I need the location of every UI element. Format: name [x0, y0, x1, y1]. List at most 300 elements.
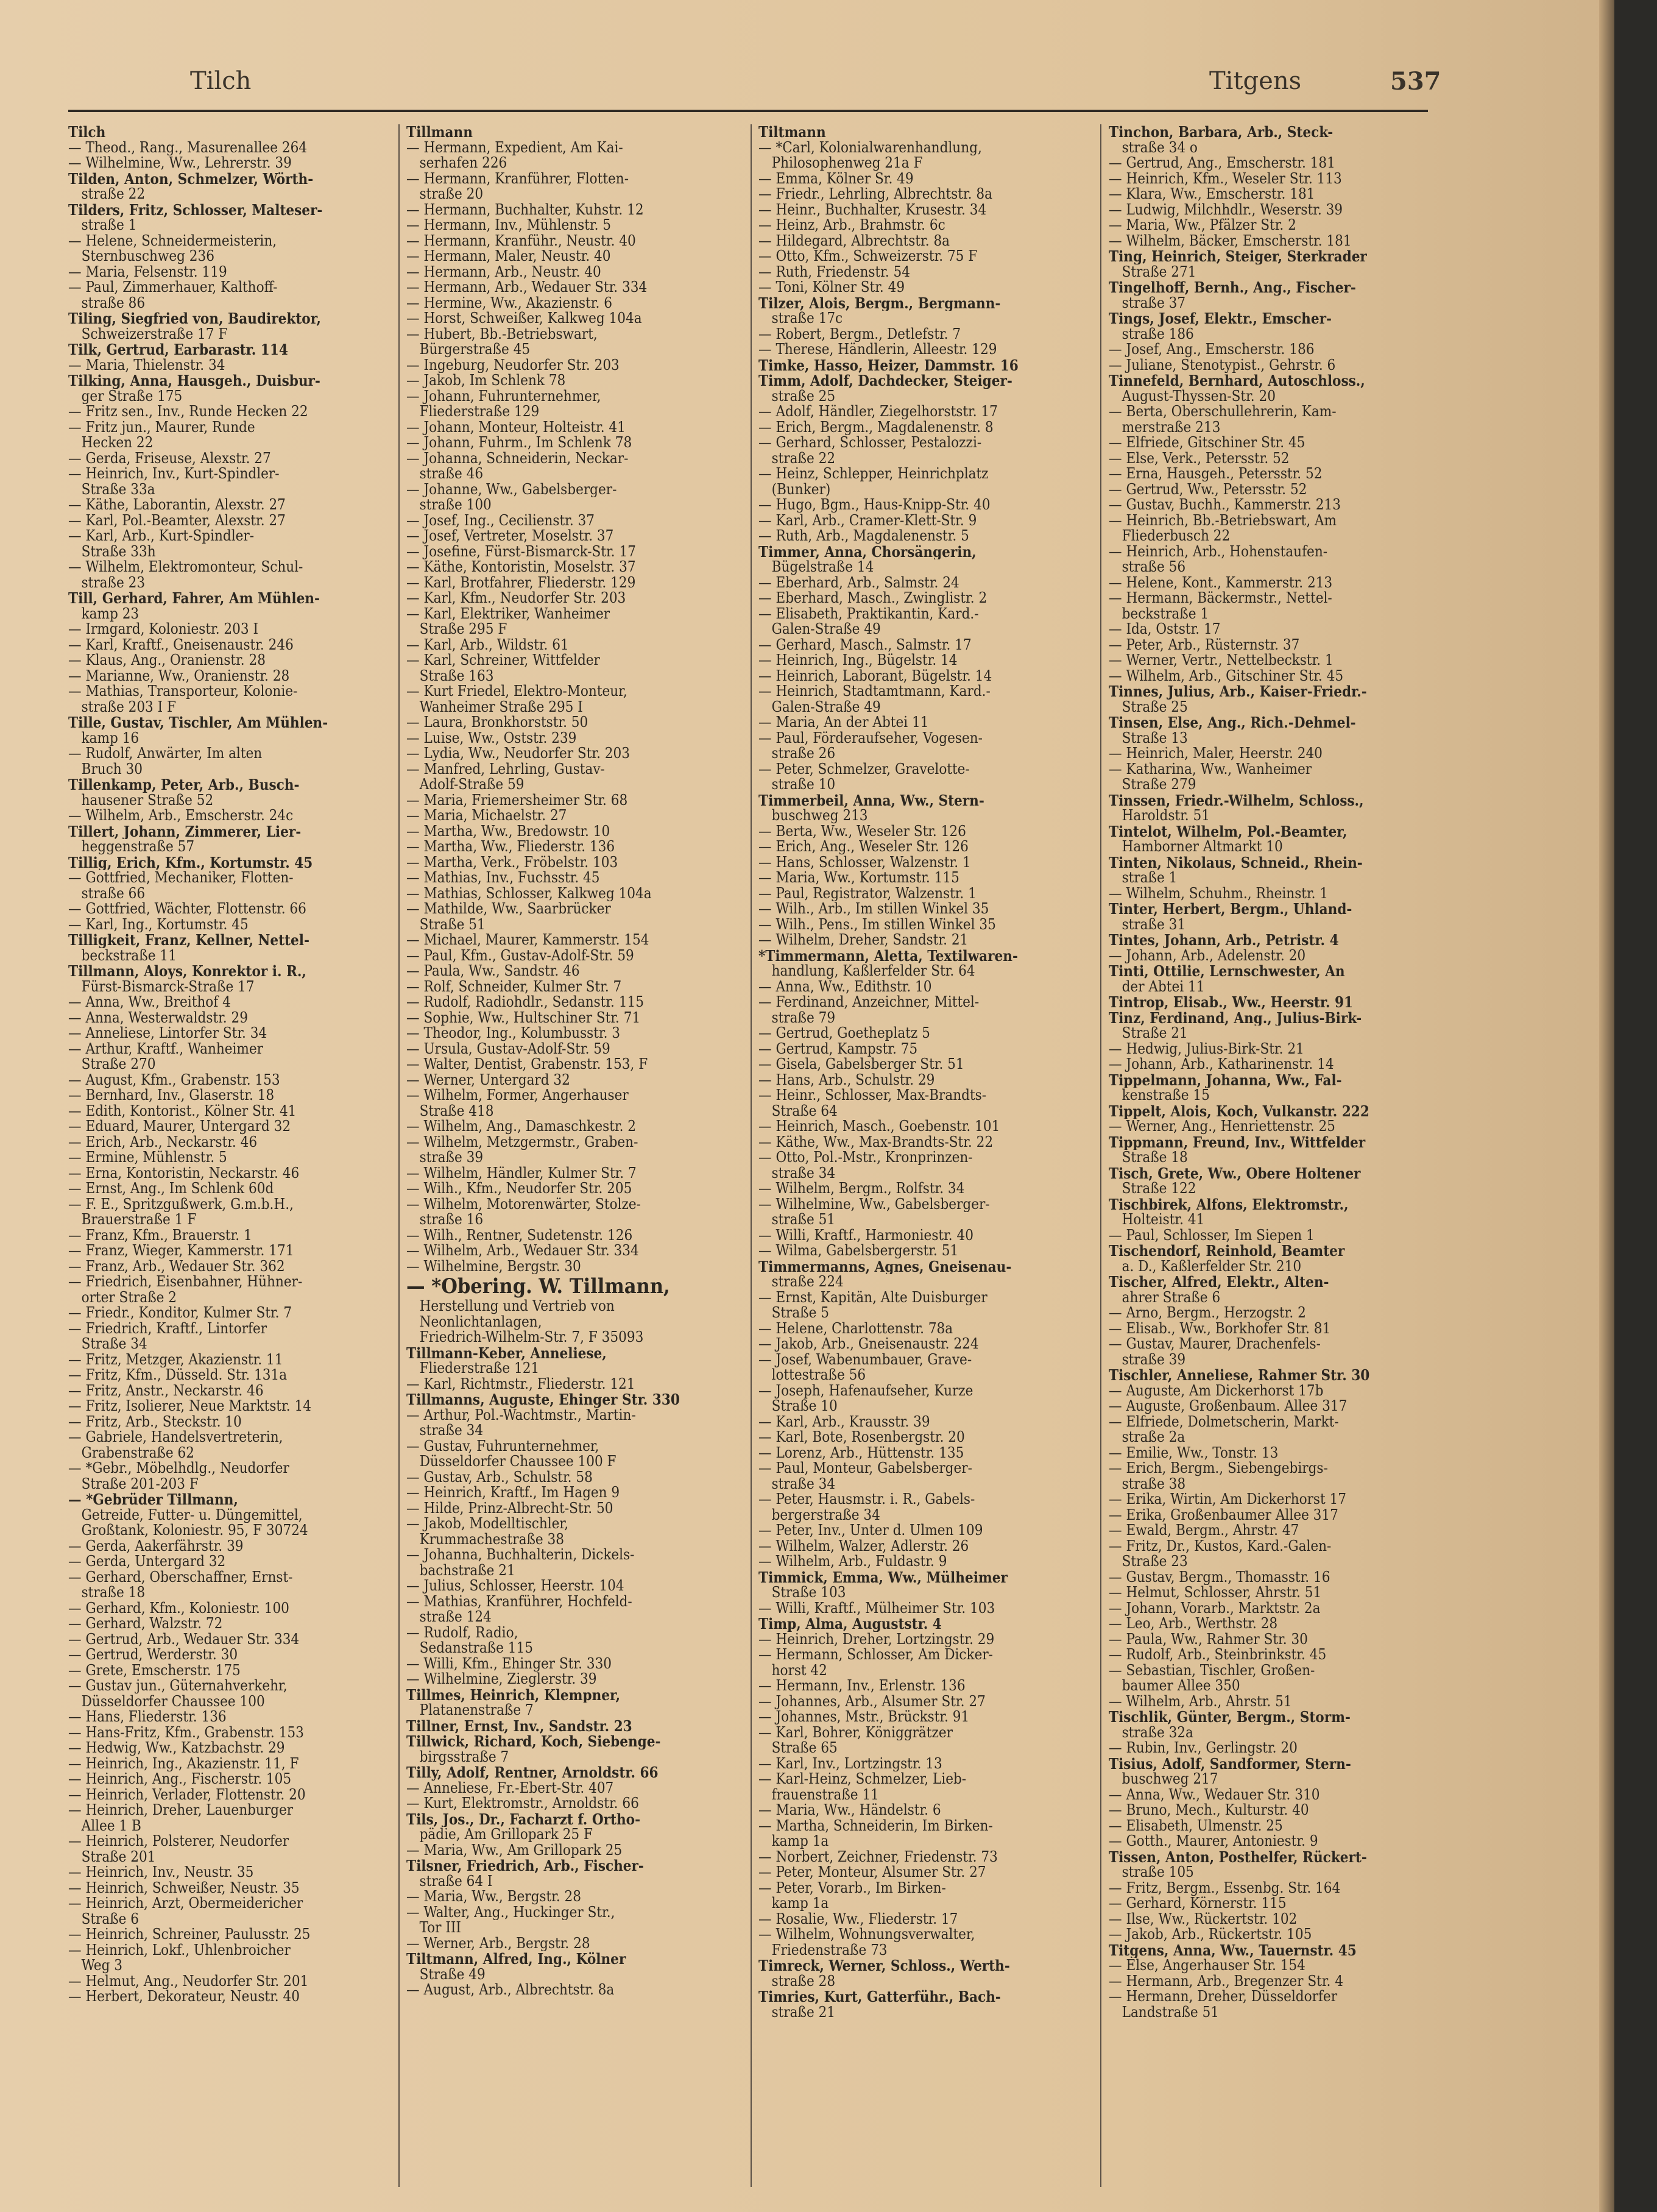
entry-line: straße 34 o	[1109, 140, 1198, 155]
entry-line: — Heinrich, Kfm., Weseler Str. 113	[1109, 171, 1342, 186]
entry-line: — Fritz sen., Inv., Runde Hecken 22	[68, 404, 308, 420]
entry-line: — Karl, Schreiner, Wittfelder	[406, 653, 600, 668]
entry-line: — Johann, Arb., Katharinenstr. 14	[1109, 1057, 1334, 1072]
entry-line: — Helmut, Ang., Neudorfer Str. 201	[68, 1973, 309, 1989]
entry-line: — Emma, Kölner Sr. 49	[758, 171, 914, 186]
entry-line: — Rudolf, Anwärter, Im alten	[68, 746, 263, 762]
entry-line: — Gottfried, Wächter, Flottenstr. 66	[68, 901, 306, 917]
entry-line: — Wilhelmine, Ww., Gabelsberger-	[758, 1196, 990, 1212]
entry-line: — Wilhelm, Arb., Emscherstr. 24c	[68, 808, 294, 824]
entry-line: — Elisabeth, Praktikantin, Kard.-	[758, 606, 979, 622]
entry-heading-line: Tintrop, Elisab., Ww., Heerstr. 91	[1109, 994, 1354, 1010]
entry-line: straße 203 I F	[68, 699, 177, 715]
entry-line: — Wilhelm, Dreher, Sandstr. 21	[758, 932, 969, 948]
entry-line: straße 21	[758, 2004, 836, 2020]
entry-heading-line: Timreck, Werner, Schloss., Werth-	[758, 1958, 1010, 1974]
entry-line: — Friedrich, Kraftf., Lintorfer	[68, 1320, 267, 1336]
entry-line: Adolf-Straße 59	[406, 777, 525, 793]
entry-line: — Adolf, Händler, Ziegelhorststr. 17	[758, 404, 998, 420]
entry-line: — Heinrich, Kraftf., Im Hagen 9	[406, 1485, 620, 1501]
entry-line: — Johanna, Schneiderin, Neckar-	[406, 450, 629, 466]
entry-line: — Theod., Rang., Masurenallee 264	[68, 140, 308, 155]
column-4	[1109, 124, 1453, 2020]
entry-line: Schweizerstraße 17 F	[68, 326, 228, 342]
entry-line: — Maria, Ww., Pfälzer Str. 2	[1109, 218, 1296, 233]
entry-line: — Gabriele, Handelsvertreterin,	[68, 1430, 283, 1445]
entry-line: — Gerhard, Masch., Salmstr. 17	[758, 637, 972, 653]
entry-line: — Maria, Michaelstr. 27	[406, 808, 567, 824]
entry-line: — Joseph, Hafenaufseher, Kurze	[758, 1383, 973, 1398]
entry-line: — Eberhard, Masch., Zwinglistr. 2	[758, 590, 987, 606]
entry-line: — Anna, Ww., Breithof 4	[68, 994, 231, 1010]
entry-line: — Paul, Zimmerhauer, Kalthoff-	[68, 280, 278, 296]
entry-line: — Wilhelm, Arb., Wedauer Str. 334	[406, 1243, 639, 1259]
entry-line: — Manfred, Lehrling, Gustav-	[406, 761, 605, 777]
entry-line: — Wilh., Arb., Im stillen Winkel 35	[758, 901, 989, 917]
entry-line: straße 18	[68, 1585, 146, 1601]
entry-heading-line: Tinchon, Barbara, Arb., Steck-	[1109, 124, 1334, 140]
entry-heading-line: Tilking, Anna, Hausgeh., Duisbur-	[68, 373, 320, 389]
entry-line: — Hermann, Schlosser, Am Dicker-	[758, 1647, 993, 1663]
entry-line: — Berta, Ww., Weseler Str. 126	[758, 823, 966, 839]
entry-line: — Heinrich, Maler, Heerstr. 240	[1109, 746, 1323, 762]
entry-line: — Werner, Ang., Henriettenstr. 25	[1109, 1119, 1335, 1135]
entry-heading-line: Tillert, Johann, Zimmerer, Lier-	[68, 823, 302, 839]
entry-line: — Käthe, Ww., Max-Brandts-Str. 22	[758, 1134, 994, 1150]
entry-line: — Auguste, Großenbaum. Allee 317	[1109, 1398, 1348, 1414]
entry-line: — Erika, Großenbaumer Allee 317	[1109, 1507, 1338, 1523]
entry-line: — Johann, Fuhrunternehmer,	[406, 388, 601, 404]
entry-line: Straße 49	[406, 1966, 486, 1982]
entry-line: Landstraße 51	[1109, 2004, 1219, 2020]
entry-line: — Rubin, Inv., Gerlingstr. 20	[1109, 1740, 1298, 1756]
entry-line: straße 124	[406, 1609, 492, 1625]
entry-heading-line: Timmick, Emma, Ww., Mülheimer	[758, 1569, 1008, 1585]
entry-line: — Heinr., Buchhalter, Krusestr. 34	[758, 202, 987, 218]
entry-line: — Edith, Kontorist., Kölner Str. 41	[68, 1103, 297, 1119]
entry-line: — Franz, Wieger, Kammerstr. 171	[68, 1243, 294, 1259]
entry-line: Philosophenweg 21a F	[758, 155, 923, 171]
entry-line: — Wilhelm, Arb., Ahrstr. 51	[1109, 1693, 1292, 1709]
entry-line: — Erika, Wirtin, Am Dickerhorst 17	[1109, 1492, 1346, 1508]
entry-line: straße 51	[758, 1212, 836, 1228]
entry-line: Straße 295 F	[406, 622, 507, 637]
entry-heading-line: Tisius, Adolf, Sandformer, Stern-	[1109, 1756, 1351, 1771]
entry-line: Straße 10	[758, 1398, 838, 1414]
entry-line: straße 79	[758, 1010, 836, 1026]
entry-line: — Karl, Arb., Wildstr. 61	[406, 637, 569, 653]
entry-line: — Gerhard, Kfm., Koloniestr. 100	[68, 1600, 289, 1616]
entry-line: — Ida, Oststr. 17	[1109, 622, 1221, 637]
entry-line: — Hermann, Bäckermstr., Nettel-	[1109, 590, 1332, 606]
entry-line: Straße 122	[1109, 1181, 1196, 1197]
entry-line: — Hermann, Expedient, Am Kai-	[406, 140, 623, 155]
entry-line: straße 34	[758, 1476, 836, 1492]
entry-line: — Peter, Arb., Rüsternstr. 37	[1109, 637, 1300, 653]
entry-line: — Käthe, Laborantin, Alexstr. 27	[68, 497, 286, 513]
entry-heading-line: Tilzer, Alois, Bergm., Bergmann-	[758, 295, 1001, 311]
entry-line: — Klaus, Ang., Oranienstr. 28	[68, 653, 266, 668]
entry-heading-line: Tischbirek, Alfons, Elektromstr.,	[1109, 1196, 1349, 1212]
entry-line: — Hugo, Bgm., Haus-Knipp-Str. 40	[758, 497, 991, 513]
entry-line: bergerstraße 34	[758, 1507, 880, 1523]
entry-line: — Franz, Arb., Wedauer Str. 362	[68, 1258, 285, 1274]
entry-heading-line: Tinsen, Else, Ang., Rich.-Dehmel-	[1109, 715, 1356, 731]
entry-line: — Wilh., Pens., Im stillen Winkel 35	[758, 916, 996, 932]
entry-line: — Heinrich, Arb., Hohenstaufen-	[1109, 544, 1328, 559]
entry-line: handlung, Kaßlerfelder Str. 64	[758, 963, 975, 979]
entry-line: Straße 418	[406, 1103, 494, 1119]
entry-line: — Fritz, Isolierer, Neue Marktstr. 14	[68, 1398, 311, 1414]
entry-line: straße 39	[1109, 1352, 1186, 1367]
entry-line: — Hans, Fliederstr. 136	[68, 1709, 227, 1725]
entry-line: — Wilhelm, Schuhm., Rheinstr. 1	[1109, 885, 1329, 901]
entry-line: — Wilhelm, Wohnungsverwalter,	[758, 1927, 975, 1943]
entry-line: straße 38	[1109, 1476, 1186, 1492]
entry-line: — Hilde, Prinz-Albrecht-Str. 50	[406, 1500, 613, 1516]
entry-line: kamp 23	[68, 606, 140, 622]
entry-line: — Ferdinand, Anzeichner, Mittel-	[758, 994, 980, 1010]
column-3	[758, 124, 1103, 2020]
entry-line: — Peter, Inv., Unter d. Ulmen 109	[758, 1523, 983, 1539]
entry-line: heggenstraße 57	[68, 839, 195, 855]
entry-heading-line: Timmermanns, Agnes, Gneisenau-	[758, 1258, 1012, 1274]
entry-heading-line: Tinz, Ferdinand, Ang., Julius-Birk-	[1109, 1010, 1362, 1026]
entry-line: Straße 25	[1109, 699, 1188, 715]
entry-line: straße 64 I	[406, 1873, 493, 1889]
entry-line: — Gerhard, Walzstr. 72	[68, 1616, 223, 1632]
entry-line: — Mathilde, Ww., Saarbrücker	[406, 901, 611, 917]
entry-line: — Friedr., Konditor, Kulmer Str. 7	[68, 1305, 292, 1321]
entry-line: straße 224	[758, 1274, 844, 1290]
entry-line: Bruch 30	[68, 761, 143, 777]
entry-line: Getreide, Futter- u. Düngemittel,	[68, 1507, 303, 1523]
entry-heading-line: Tissen, Anton, Posthelfer, Rückert-	[1109, 1849, 1367, 1865]
entry-line: Grabenstraße 62	[68, 1445, 194, 1461]
entry-line: — Ilse, Ww., Rückertstr. 102	[1109, 1911, 1298, 1927]
entry-line: straße 31	[1109, 916, 1186, 932]
entry-line: — Jakob, Im Schlenk 78	[406, 373, 566, 389]
entry-line: — Heinrich, Verlader, Flottenstr. 20	[68, 1787, 306, 1803]
entry-line: — Laura, Bronkhorststr. 50	[406, 715, 588, 731]
entry-line: — Erna, Kontoristin, Neckarstr. 46	[68, 1165, 300, 1181]
entry-line: straße 25	[758, 388, 836, 404]
entry-line: straße 23	[68, 575, 146, 590]
column-1	[68, 124, 412, 2005]
entry-line: Straße 34	[68, 1336, 147, 1352]
entry-line: straße 10	[758, 777, 836, 793]
entry-line: Straße 271	[1109, 264, 1196, 280]
entry-heading-line: Tilders, Fritz, Schlosser, Malteser-	[68, 202, 323, 218]
entry-line: — Heinz, Schlepper, Heinrichplatz	[758, 466, 989, 482]
entry-line: — Heinrich, Schweißer, Neustr. 35	[68, 1880, 300, 1896]
entry-line: — Hans, Schlosser, Walzenstr. 1	[758, 854, 971, 870]
entry-line: — Ruth, Arb., Magdalenenstr. 5	[758, 528, 969, 544]
entry-heading-line: Tiltmann	[758, 124, 826, 140]
entry-line: merstraße 213	[1109, 419, 1221, 435]
entry-line: lottestraße 56	[758, 1367, 866, 1383]
entry-line: — F. E., Spritzgußwerk, G.m.b.H.,	[68, 1196, 294, 1212]
entry-line: — Eberhard, Arb., Salmstr. 24	[758, 575, 959, 590]
entry-line: — Wilhelm, Arb., Fuldastr. 9	[758, 1554, 947, 1570]
entry-line: — Gustav, Bergm., Thomasstr. 16	[1109, 1569, 1330, 1585]
entry-line: — Wilhelm, Händler, Kulmer Str. 7	[406, 1165, 637, 1181]
entry-line: — Wilhelmine, Zieglerstr. 39	[406, 1671, 597, 1687]
entry-line: — Luise, Ww., Oststr. 239	[406, 730, 577, 746]
entry-line: — Marianne, Ww., Oranienstr. 28	[68, 668, 290, 684]
entry-heading-line: Tillmann-Keber, Anneliese,	[406, 1345, 607, 1361]
page-number: 537	[1390, 67, 1441, 96]
entry-line: — Paul, Förderaufseher, Vogesen-	[758, 730, 983, 746]
entry-line: Bügelstraße 14	[758, 559, 874, 575]
entry-line: — Karl, Kfm., Neudorfer Str. 203	[406, 590, 626, 606]
entry-line: — Josef, Ing., Cecilienstr. 37	[406, 512, 595, 528]
entry-line: — Martha, Ww., Fliederstr. 136	[406, 839, 615, 855]
entry-heading-line: Ting, Heinrich, Steiger, Sterkrader	[1109, 249, 1367, 264]
entry-line: Friedrich-Wilhelm-Str. 7, F 35093	[406, 1330, 644, 1345]
entry-line: — Fritz, Metzger, Akazienstr. 11	[68, 1352, 283, 1367]
entry-line: — Paula, Ww., Sandstr. 46	[406, 963, 580, 979]
entry-line: — Gustav, Fuhrunternehmer,	[406, 1438, 599, 1454]
entry-line: — Friedr., Lehrling, Albrechtstr. 8a	[758, 186, 992, 202]
entry-line: kamp 1a	[758, 1834, 829, 1849]
entry-line: — Hans, Arb., Schulstr. 29	[758, 1072, 935, 1088]
entry-heading-line: Tinten, Nikolaus, Schneid., Rhein-	[1109, 854, 1363, 870]
entry-line: — Heinrich, Lokf., Uhlenbroicher	[68, 1942, 291, 1958]
entry-heading-line: Tischler, Anneliese, Rahmer Str. 30	[1109, 1367, 1370, 1383]
entry-line: — Elisabeth, Ulmenstr. 25	[1109, 1818, 1283, 1834]
entry-line: — Paul, Kfm., Gustav-Adolf-Str. 59	[406, 948, 634, 963]
entry-line: Hecken 22	[68, 435, 154, 451]
entry-line: — Hermann, Arb., Bregenzer Str. 4	[1109, 1973, 1343, 1989]
entry-line: straße 39	[406, 1150, 484, 1166]
entry-heading-line: Tinnefeld, Bernhard, Autoschloss.,	[1109, 373, 1365, 389]
entry-line: — Karl, Brotfahrer, Fliederstr. 129	[406, 575, 636, 590]
entry-heading-line: — *Gebrüder Tillmann,	[68, 1492, 238, 1508]
entry-line: — Elfriede, Gitschiner Str. 45	[1109, 435, 1305, 451]
entry-line: — Heinrich, Polsterer, Neudorfer	[68, 1834, 289, 1849]
entry-line: Hamborner Altmarkt 10	[1109, 839, 1283, 855]
entry-line: pädie, Am Grillopark 25 F	[406, 1827, 593, 1843]
entry-line: — Hubert, Bb.-Betriebswart,	[406, 326, 598, 342]
entry-line: Holteistr. 41	[1109, 1212, 1205, 1228]
entry-line: August-Thyssen-Str. 20	[1109, 388, 1276, 404]
entry-heading-line: Tilch	[68, 124, 106, 140]
entry-line: bachstraße 21	[406, 1562, 515, 1578]
entry-line: — Mathias, Schlosser, Kalkweg 104a	[406, 885, 652, 901]
entry-line: — Katharina, Ww., Wanheimer	[1109, 761, 1312, 777]
entry-line: Straße 201	[68, 1849, 156, 1865]
entry-line: — Jakob, Arb., Rückertstr. 105	[1109, 1927, 1312, 1943]
entry-line: straße 56	[1109, 559, 1186, 575]
entry-line: — Jakob, Modelltischler,	[406, 1516, 568, 1532]
entry-heading-line: Titgens, Anna, Ww., Tauernstr. 45	[1109, 1942, 1357, 1958]
entry-line: — Jakob, Arb., Gneisenaustr. 224	[758, 1336, 979, 1352]
entry-line: — Gertrud, Ww., Petersstr. 52	[1109, 481, 1307, 497]
entry-line: — Gottfried, Mechaniker, Flotten-	[68, 870, 294, 886]
entry-line: — Heinrich, Arzt, Obermeidericher	[68, 1896, 303, 1912]
entry-line: — Karl, Kraftf., Gneisenaustr. 246	[68, 637, 294, 653]
entry-line: — Wilhelm, Bäcker, Emscherstr. 181	[1109, 233, 1352, 249]
entry-heading-line: Tingelhoff, Bernh., Ang., Fischer-	[1109, 280, 1356, 296]
entry-line: — Peter, Schmelzer, Gravelotte-	[758, 761, 970, 777]
entry-heading-line: Tippelt, Alois, Koch, Vulkanstr. 222	[1109, 1103, 1369, 1119]
entry-line: Straße 33a	[68, 481, 155, 497]
entry-line: — Gerda, Friseuse, Alexstr. 27	[68, 450, 271, 466]
entry-line: — Bruno, Mech., Kulturstr. 40	[1109, 1803, 1309, 1818]
entry-line: Galen-Straße 49	[758, 622, 881, 637]
entry-line: der Abtei 11	[1109, 979, 1205, 994]
entry-line: buschweg 217	[1109, 1771, 1218, 1787]
entry-line: — Mathias, Transporteur, Kolonie-	[68, 684, 298, 700]
entry-line: — Berta, Oberschullehrerin, Kam-	[1109, 404, 1337, 420]
entry-line: — *Gebr., Möbelhdlg., Neudorfer	[68, 1461, 289, 1476]
entry-line: — Irmgard, Koloniestr. 203 I	[68, 622, 259, 637]
entry-line: — August, Kfm., Grabenstr. 153	[68, 1072, 280, 1088]
entry-heading-line: Tinssen, Friedr.-Wilhelm, Schloss.,	[1109, 792, 1364, 808]
entry-line: — Walter, Dentist, Grabenstr. 153, F	[406, 1057, 648, 1072]
entry-line: — Wilhelm, Arb., Gitschiner Str. 45	[1109, 668, 1344, 684]
entry-line: — Heinrich, Inv., Neustr. 35	[68, 1865, 254, 1881]
entry-line: straße 2a	[1109, 1430, 1185, 1445]
entry-heading-line: Tilligkeit, Franz, Kellner, Nettel-	[68, 932, 309, 948]
entry-line: — Heinrich, Ang., Fischerstr. 105	[68, 1771, 292, 1787]
entry-line: straße 186	[1109, 326, 1194, 342]
entry-line: — Walter, Ang., Huckinger Str.,	[406, 1904, 615, 1920]
entry-line: — Gertrud, Ang., Emscherstr. 181	[1109, 155, 1335, 171]
entry-line: — Ernst, Kapitän, Alte Duisburger	[758, 1289, 987, 1305]
entry-line: — Maria, Ww., Bergstr. 28	[406, 1889, 582, 1905]
column-divider	[1100, 124, 1101, 2187]
entry-line: Weg 3	[68, 1958, 123, 1974]
entry-heading-line: *Timmermann, Aletta, Textilwaren-	[758, 948, 1018, 963]
entry-line: Herstellung und Vertrieb von	[406, 1299, 615, 1314]
entry-line: — Heinrich, Ing., Bügelstr. 14	[758, 653, 958, 668]
entry-line: Allee 1 B	[68, 1818, 141, 1834]
entry-line: Wanheimer Straße 295 I	[406, 699, 583, 715]
entry-line: — Josef, Ang., Emscherstr. 186	[1109, 342, 1315, 358]
entry-line: ger Straße 175	[68, 388, 183, 404]
entry-line: Düsseldorfer Chaussee 100	[68, 1693, 265, 1709]
entry-line: Straße 65	[758, 1740, 838, 1756]
entry-line: — Toni, Kölner Str. 49	[758, 280, 905, 296]
entry-line: Straße 5	[758, 1305, 830, 1321]
entry-line: — Erich, Bergm., Siebengebirgs-	[1109, 1461, 1328, 1476]
entry-line: — Werner, Untergard 32	[406, 1072, 570, 1088]
entry-line: — Fritz, Anstr., Neckarstr. 46	[68, 1383, 264, 1398]
entry-line: — Wilhelm, Motorenwärter, Stolze-	[406, 1196, 641, 1212]
entry-line: — Gerhard, Körnerstr. 115	[1109, 1896, 1287, 1912]
entry-line: — Robert, Bergm., Detlefstr. 7	[758, 326, 961, 342]
entry-line: — Julius, Schlosser, Heerstr. 104	[406, 1578, 624, 1594]
entry-line: Straße 33h	[68, 544, 156, 559]
entry-line: Straße 201-203 F	[68, 1476, 199, 1492]
entry-line: — Anneliese, Lintorfer Str. 34	[68, 1026, 267, 1041]
entry-line: straße 46	[406, 466, 484, 482]
entry-line: — Maria, Felsenstr. 119	[68, 264, 227, 280]
entry-line: — Anna, Ww., Wedauer Str. 310	[1109, 1787, 1320, 1803]
entry-heading-line: Timries, Kurt, Gatterführ., Bach-	[758, 1989, 1001, 2005]
entry-line: — Therese, Händlerin, Alleestr. 129	[758, 342, 997, 358]
entry-line: kamp 1a	[758, 1896, 829, 1912]
entry-line: — Ewald, Bergm., Ahrstr. 47	[1109, 1523, 1299, 1539]
entry-heading-line: Tillig, Erich, Kfm., Kortumstr. 45	[68, 854, 313, 870]
entry-heading-line: Tilly, Adolf, Rentner, Arnoldstr. 66	[406, 1765, 659, 1781]
entry-line: straße 22	[758, 450, 836, 466]
entry-line: — *Carl, Kolonialwarenhandlung,	[758, 140, 982, 155]
column-2	[406, 124, 751, 1998]
entry-heading-line: Tille, Gustav, Tischler, Am Mühlen-	[68, 715, 328, 731]
entry-line: — Leo, Arb., Werthstr. 28	[1109, 1616, 1278, 1632]
entry-line: — Karl, Elektriker, Wanheimer	[406, 606, 610, 622]
entry-line: Platanenstraße 7	[406, 1703, 534, 1718]
entry-heading-line: Timm, Adolf, Dachdecker, Steiger-	[758, 373, 1012, 389]
entry-line: — Willi, Kraftf., Mülheimer Str. 103	[758, 1600, 995, 1616]
entry-line: — Ernst, Ang., Im Schlenk 60d	[68, 1181, 274, 1197]
entry-line: — Helene, Schneidermeisterin,	[68, 233, 277, 249]
entry-line: — Paul, Schlosser, Im Siepen 1	[1109, 1227, 1315, 1243]
entry-line: — Peter, Monteur, Alsumer Str. 27	[758, 1865, 986, 1881]
header-rule	[68, 110, 1428, 112]
entry-line: — Johann, Fuhrm., Im Schlenk 78	[406, 435, 632, 451]
entry-line: — Friedrich, Eisenbahner, Hühner-	[68, 1274, 303, 1290]
entry-line: — Martha, Ww., Bredowstr. 10	[406, 823, 610, 839]
entry-heading-line: Timp, Alma, Auguststr. 4	[758, 1616, 942, 1632]
entry-line: — Mathias, Kranführer, Hochfeld-	[406, 1593, 632, 1609]
entry-line: — Hermann, Kranführer, Flotten-	[406, 171, 629, 186]
entry-line: — Peter, Vorarb., Im Birken-	[758, 1880, 946, 1896]
entry-line: Fliederstraße 121	[406, 1361, 540, 1377]
entry-heading-line: Timmer, Anna, Chorsängerin,	[758, 544, 977, 559]
entry-line: beckstraße 11	[68, 948, 177, 963]
entry-line: — Gertrud, Kampstr. 75	[758, 1041, 918, 1057]
entry-line: — Hedwig, Julius-Birk-Str. 21	[1109, 1041, 1304, 1057]
entry-line: — Käthe, Kontoristin, Moselstr. 37	[406, 559, 636, 575]
entry-line: — Gustav jun., Güternahverkehr,	[68, 1678, 288, 1694]
entry-line: — Hermann, Maler, Neustr. 40	[406, 249, 611, 264]
entry-line: — Rudolf, Arb., Steinbrinkstr. 45	[1109, 1647, 1327, 1663]
entry-line: — Franz, Kfm., Brauerstr. 1	[68, 1227, 252, 1243]
entry-line: Straße 163	[406, 668, 494, 684]
entry-heading-line: Timke, Hasso, Heizer, Dammstr. 16	[758, 357, 1019, 373]
entry-line: Brauerstraße 1 F	[68, 1212, 197, 1228]
entry-line: — Helene, Kont., Kammerstr. 213	[1109, 575, 1333, 590]
entry-line: — Anna, Ww., Edithstr. 10	[758, 979, 932, 994]
entry-line: — Martha, Verk., Fröbelstr. 103	[406, 854, 618, 870]
entry-line: — Martha, Schneiderin, Im Birken-	[758, 1818, 993, 1834]
entry-line: — Erna, Hausgeh., Petersstr. 52	[1109, 466, 1323, 482]
entry-line: — Otto, Kfm., Schweizerstr. 75 F	[758, 249, 978, 264]
entry-line: — Gustav, Maurer, Drachenfels-	[1109, 1336, 1321, 1352]
entry-line: — Gerda, Aakerfährstr. 39	[68, 1538, 244, 1554]
entry-line: — Auguste, Am Dickerhorst 17b	[1109, 1383, 1324, 1398]
entry-line: Galen-Straße 49	[758, 699, 881, 715]
entry-line: — Heinrich, Masch., Goebenstr. 101	[758, 1119, 1000, 1135]
entry-line: Sternbuschweg 236	[68, 249, 214, 264]
entry-line: — Gertrud, Goetheplatz 5	[758, 1026, 930, 1041]
entry-line: — Elfriede, Dolmetscherin, Markt-	[1109, 1414, 1339, 1430]
entry-line: — Fritz, Arb., Steckstr. 10	[68, 1414, 242, 1430]
entry-line: — Arthur, Pol.-Wachtmstr., Martin-	[406, 1407, 636, 1423]
entry-line: Straße 64	[758, 1103, 838, 1119]
entry-line: (Bunker)	[758, 481, 831, 497]
entry-line: — Josef, Vertreter, Moselstr. 37	[406, 528, 614, 544]
entry-line: — Gisela, Gabelsberger Str. 51	[758, 1057, 964, 1072]
entry-heading-line: Tischer, Alfred, Elektr., Alten-	[1109, 1274, 1329, 1290]
entry-line: — Else, Verk., Petersstr. 52	[1109, 450, 1290, 466]
entry-line: straße 26	[758, 746, 836, 762]
entry-line: — Klara, Ww., Emscherstr. 181	[1109, 186, 1315, 202]
